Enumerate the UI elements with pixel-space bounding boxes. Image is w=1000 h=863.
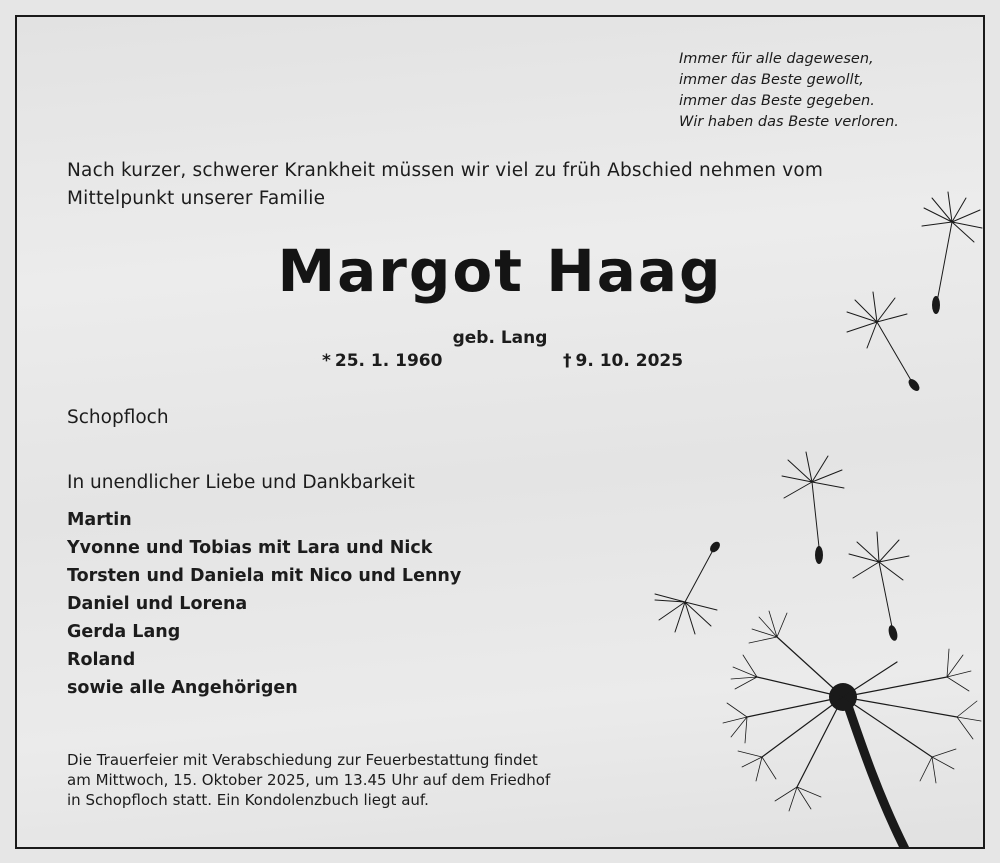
poem-line: immer das Beste gegeben.	[679, 93, 875, 109]
intro-line: Mittelpunkt unserer Familie	[67, 188, 326, 209]
birth-date	[322, 351, 442, 371]
service-line: Die Trauerfeier mit Verabschiedung zur Feuerbestattung findet	[67, 751, 538, 769]
poem	[679, 49, 899, 133]
death-date-value: 9. 10. 2025	[575, 351, 684, 371]
intro-line: Nach kurzer, schwerer Krankheit müssen wir viel zu früh Abschied nehmen vom	[67, 160, 824, 181]
obituary-notice	[15, 15, 985, 849]
birth-date-value: 25. 1. 1960	[334, 351, 443, 371]
death-cross-icon: †	[563, 351, 572, 371]
service-line: am Mittwoch, 15. Oktober 2025, um 13.45 Uhr auf dem Friedhof	[67, 771, 551, 789]
family-member: Martin	[67, 510, 132, 530]
deceased-name: Margot Haag	[277, 237, 723, 305]
family-member: sowie alle Angehörigen	[67, 678, 298, 698]
thanks-line: In unendlicher Liebe und Dankbarkeit	[67, 472, 415, 493]
poem-line: immer das Beste gewollt,	[679, 72, 864, 88]
family-list	[67, 506, 461, 702]
place: Schopfloch	[67, 407, 169, 428]
family-member: Roland	[67, 650, 136, 670]
service-line: in Schopfloch statt. Ein Kondolenzbuch liegt auf.	[67, 791, 429, 809]
family-member: Daniel und Lorena	[67, 594, 248, 614]
dandelion-seeds-image	[17, 17, 983, 847]
family-member: Torsten und Daniela mit Nico und Lenny	[67, 566, 462, 586]
death-date	[563, 351, 683, 371]
poem-line: Immer für alle dagewesen,	[679, 51, 874, 67]
maiden-name: geb. Lang	[452, 328, 548, 348]
birth-star-icon: *	[322, 351, 331, 371]
family-member: Gerda Lang	[67, 622, 181, 642]
service-info	[67, 750, 550, 810]
poem-line: Wir haben das Beste verloren.	[679, 114, 899, 130]
intro-text	[67, 157, 927, 213]
family-member: Yvonne und Tobias mit Lara und Nick	[67, 538, 433, 558]
